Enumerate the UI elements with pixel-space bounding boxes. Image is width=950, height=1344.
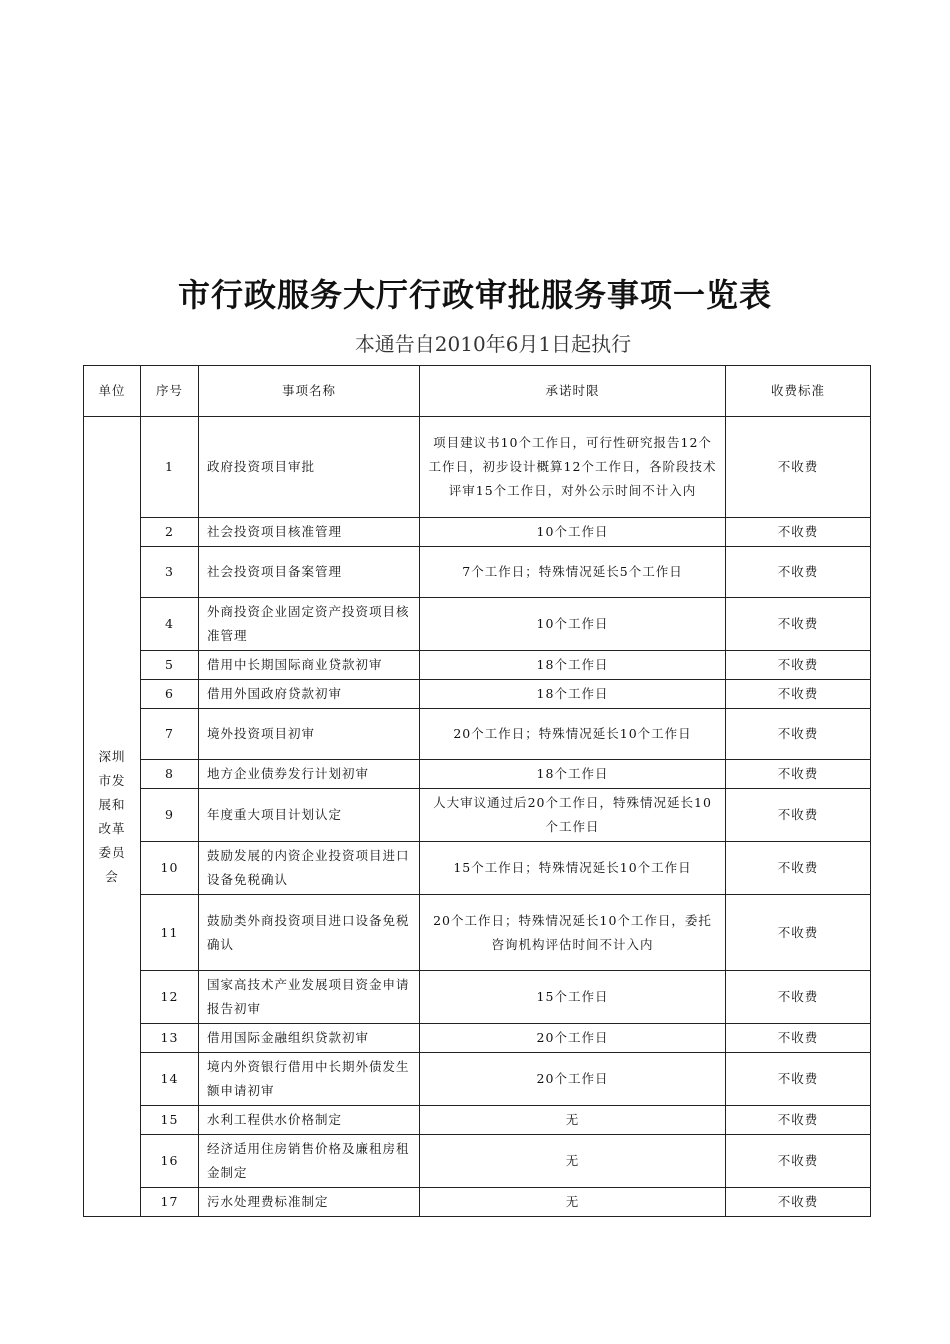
header-fee: 收费标准 [726, 366, 871, 417]
row-fee: 不收费 [726, 518, 871, 547]
row-time-limit: 无 [420, 1188, 726, 1217]
row-item-name: 污水处理费标准制定 [199, 1188, 420, 1217]
row-no: 7 [141, 709, 199, 760]
row-fee: 不收费 [726, 971, 871, 1024]
table-row [84, 895, 871, 971]
row-no: 10 [141, 842, 199, 895]
document-subtitle: 本通告自2010年6月1日起执行 [354, 332, 632, 356]
row-item-name: 经济适用住房销售价格及廉租房租金制定 [199, 1135, 420, 1188]
table-row [84, 1053, 871, 1106]
row-item-name: 鼓励类外商投资项目进口设备免税确认 [199, 895, 420, 971]
row-time-limit: 20个工作日 [420, 1024, 726, 1053]
row-item-name: 借用中长期国际商业贷款初审 [199, 651, 420, 680]
row-time-limit: 项目建议书10个工作日，可行性研究报告12个工作日，初步设计概算12个工作日，各阶段技术评审15个工作日，对外公示时间不计入内 [420, 417, 726, 518]
table-row [84, 1188, 871, 1217]
row-time-limit: 10个工作日 [420, 598, 726, 651]
row-no: 6 [141, 680, 199, 709]
row-no: 12 [141, 971, 199, 1024]
row-time-limit: 20个工作日；特殊情况延长10个工作日，委托咨询机构评估时间不计入内 [420, 895, 726, 971]
row-time-limit: 10个工作日 [420, 518, 726, 547]
table-row [84, 1135, 871, 1188]
row-fee: 不收费 [726, 680, 871, 709]
row-fee: 不收费 [726, 1106, 871, 1135]
row-time-limit: 人大审议通过后20个工作日，特殊情况延长10个工作日 [420, 789, 726, 842]
row-fee: 不收费 [726, 842, 871, 895]
table-row [84, 760, 871, 789]
row-time-limit: 20个工作日；特殊情况延长10个工作日 [420, 709, 726, 760]
header-item-name: 事项名称 [199, 366, 420, 417]
row-time-limit: 7个工作日；特殊情况延长5个工作日 [420, 547, 726, 598]
row-fee: 不收费 [726, 789, 871, 842]
row-item-name: 国家高技术产业发展项目资金申请报告初审 [199, 971, 420, 1024]
row-time-limit: 18个工作日 [420, 760, 726, 789]
table-row [84, 1024, 871, 1053]
row-item-name: 社会投资项目核准管理 [199, 518, 420, 547]
table-row [84, 651, 871, 680]
table-row [84, 1106, 871, 1135]
table-row [84, 518, 871, 547]
row-fee: 不收费 [726, 417, 871, 518]
row-fee: 不收费 [726, 1188, 871, 1217]
unit-cell: 深圳市发展和改革委员会 [84, 417, 141, 1217]
row-fee: 不收费 [726, 895, 871, 971]
row-no: 17 [141, 1188, 199, 1217]
row-fee: 不收费 [726, 1053, 871, 1106]
row-time-limit: 无 [420, 1135, 726, 1188]
row-item-name: 地方企业债券发行计划初审 [199, 760, 420, 789]
row-fee: 不收费 [726, 651, 871, 680]
row-item-name: 外商投资企业固定资产投资项目核准管理 [199, 598, 420, 651]
table-row [84, 680, 871, 709]
header-unit: 单位 [84, 366, 141, 417]
row-time-limit: 15个工作日；特殊情况延长10个工作日 [420, 842, 726, 895]
row-fee: 不收费 [726, 709, 871, 760]
row-item-name: 鼓励发展的内资企业投资项目进口设备免税确认 [199, 842, 420, 895]
row-time-limit: 无 [420, 1106, 726, 1135]
table-row [84, 789, 871, 842]
row-item-name: 年度重大项目计划认定 [199, 789, 420, 842]
row-item-name: 水利工程供水价格制定 [199, 1106, 420, 1135]
row-item-name: 借用国际金融组织贷款初审 [199, 1024, 420, 1053]
row-time-limit: 18个工作日 [420, 680, 726, 709]
row-fee: 不收费 [726, 547, 871, 598]
table-header-row [84, 366, 871, 417]
row-time-limit: 15个工作日 [420, 971, 726, 1024]
row-item-name: 社会投资项目备案管理 [199, 547, 420, 598]
row-time-limit: 20个工作日 [420, 1053, 726, 1106]
table-row [84, 709, 871, 760]
document-title: 市行政服务大厅行政审批服务事项一览表 [177, 276, 772, 314]
row-no: 3 [141, 547, 199, 598]
row-no: 8 [141, 760, 199, 789]
row-no: 13 [141, 1024, 199, 1053]
row-no: 9 [141, 789, 199, 842]
table-row [84, 842, 871, 895]
row-fee: 不收费 [726, 598, 871, 651]
row-no: 14 [141, 1053, 199, 1106]
row-fee: 不收费 [726, 1024, 871, 1053]
row-fee: 不收费 [726, 760, 871, 789]
row-fee: 不收费 [726, 1135, 871, 1188]
table-row [84, 971, 871, 1024]
row-item-name: 境外投资项目初审 [199, 709, 420, 760]
table-row [84, 417, 871, 518]
header-time-limit: 承诺时限 [420, 366, 726, 417]
row-no: 5 [141, 651, 199, 680]
row-no: 1 [141, 417, 199, 518]
row-no: 2 [141, 518, 199, 547]
header-no: 序号 [141, 366, 199, 417]
row-no: 11 [141, 895, 199, 971]
approval-items-table [83, 365, 871, 1217]
row-time-limit: 18个工作日 [420, 651, 726, 680]
row-no: 15 [141, 1106, 199, 1135]
row-item-name: 政府投资项目审批 [199, 417, 420, 518]
row-no: 16 [141, 1135, 199, 1188]
table-row [84, 547, 871, 598]
table-row [84, 598, 871, 651]
row-no: 4 [141, 598, 199, 651]
row-item-name: 境内外资银行借用中长期外债发生额申请初审 [199, 1053, 420, 1106]
row-item-name: 借用外国政府贷款初审 [199, 680, 420, 709]
